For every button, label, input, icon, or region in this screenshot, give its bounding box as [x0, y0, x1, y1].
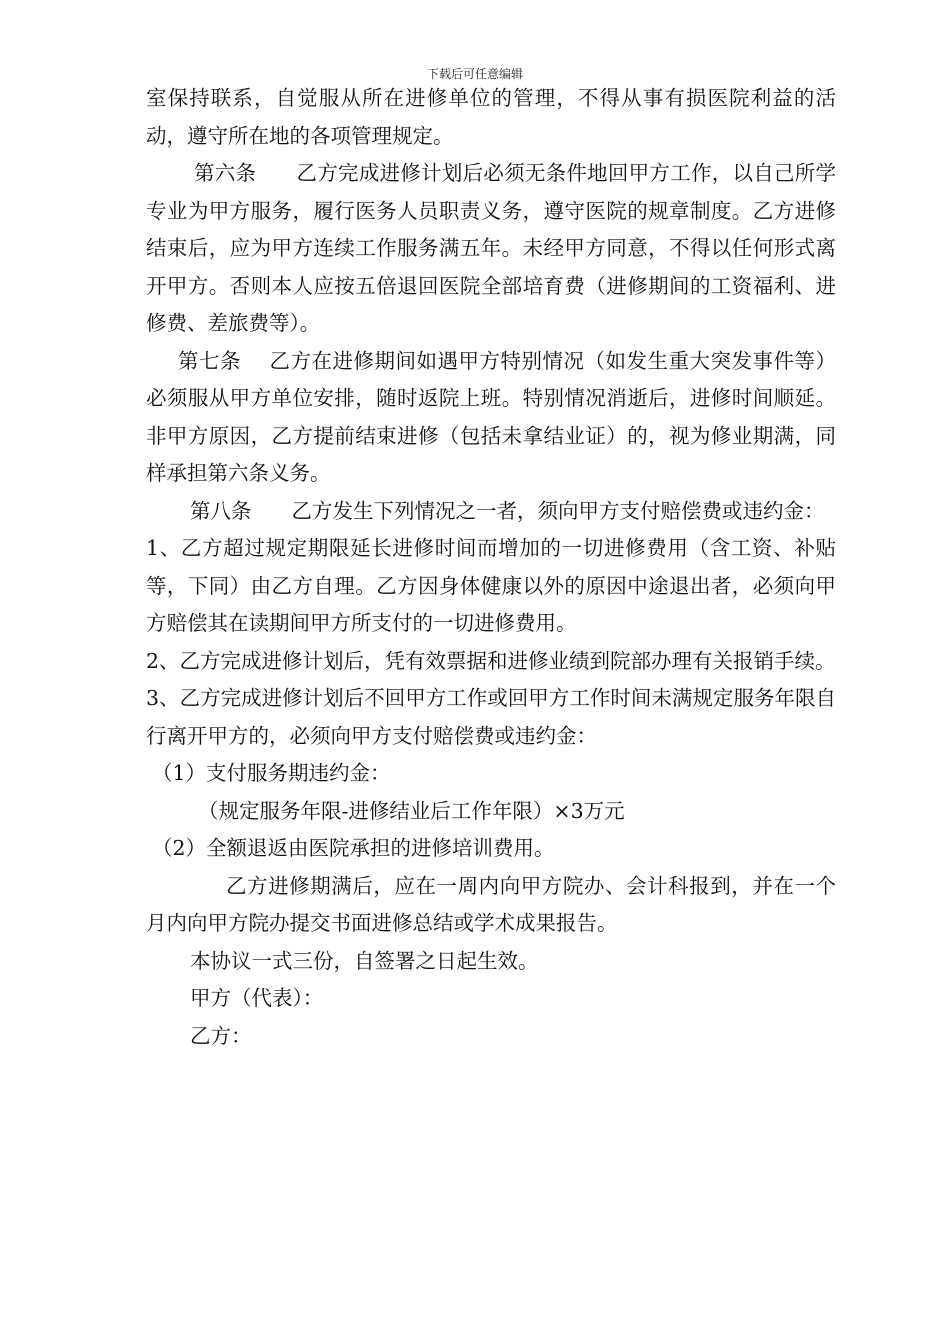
paragraph-intro: 室保持联系，自觉服从所在进修单位的管理，不得从事有损医院利益的活动，遵守所在地的各项管理规定。: [146, 86, 836, 148]
report-paragraph: 乙方进修期满后，应在一周内向甲方院办、会计科报到，并在一个月内向甲方院办提交书面进修总结或学术成果报告。: [146, 873, 836, 935]
sub-item-1: （1）支付服务期违约金：: [152, 761, 391, 785]
clause-item-1: 1、乙方超过规定期限延长进修时间而增加的一切进修费用（含工资、补贴等，下同）由乙方自理。乙方因身体健康以外的原因中途退出者，必须向甲方赔偿其在读期间甲方所支付的一切进修费用。: [146, 536, 836, 635]
clause-item-2: 2、乙方完成进修计划后，凭有效票据和进修业绩到院部办理有关报销手续。: [146, 648, 836, 673]
article-6-text: 乙方完成进修计划后必须无条件地回甲方工作，以自己所学专业为甲方服务，履行医务人员职责义务，遵守医院的规章制度。乙方进修结束后，应为甲方连续工作服务满五年。未经甲方同意，不得以任何形式离开甲方。否则本人应按五倍退回医院全部培育费（进修期间的工资福利、进修费、差旅费等）。: [146, 161, 837, 335]
article-7: [146, 343, 836, 493]
penalty-formula: （规定服务年限-进修结业后工作年限）×3万元: [198, 798, 625, 823]
article-8: [146, 493, 836, 531]
copies-paragraph: 本协议一式三份，自签署之日起生效。: [190, 948, 539, 973]
header-note: 下载后可任意编辑: [426, 67, 523, 81]
sub-item-2: （2）全额退返由医院承担的进修培训费用。: [152, 836, 555, 860]
document-body: [146, 80, 836, 1055]
article-8-text: 乙方发生下列情况之一者，须向甲方支付赔偿费或违约金：: [291, 498, 825, 523]
clause-item-3: 3、乙方完成进修计划后不回甲方工作或回甲方工作时间未满规定服务年限自行离开甲方的，必须向甲方支付赔偿费或违约金：: [146, 686, 836, 748]
article-6-label: 第六条: [194, 161, 257, 185]
article-7-label: 第七条: [178, 348, 241, 373]
signature-party-a: 甲方（代表）：: [190, 986, 324, 1010]
article-6: [146, 155, 836, 343]
signature-party-b: 乙方：: [190, 1023, 252, 1048]
article-8-label: 第八条: [190, 498, 252, 523]
article-7-text: 乙方在进修期间如遇甲方特别情况（如发生重大突发事件等）必须服从甲方单位安排，随时返院上班。特别情况消逝后，进修时间顺延。非甲方原因，乙方提前结束进修（包括未拿结业证）的，视为修业期满，同样承担第六条义务。: [146, 348, 836, 485]
